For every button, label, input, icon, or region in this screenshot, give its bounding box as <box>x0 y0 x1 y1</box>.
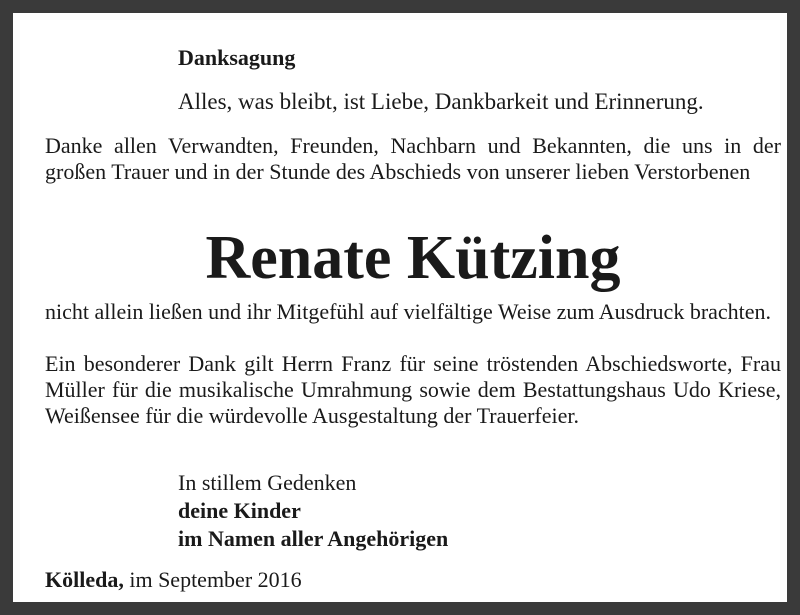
signature-line-3: im Namen aller Angehörigen <box>178 526 449 551</box>
signature-block <box>178 469 448 553</box>
special-thanks-paragraph: Ein besonderer Dank gilt Herrn Franz für seine tröstenden Abschiedsworte, Frau Müller für die musikalische Umrahmung sowie dem Bestattungshaus Udo Kriese, Weißensee für die würdevolle Ausgestaltung der Trauerfeier. <box>45 351 781 428</box>
place-date-line <box>45 567 302 593</box>
announcement-heading: Danksagung <box>178 45 296 70</box>
intro-paragraph: Danke allen Verwandten, Freunden, Nachbarn und Bekannten, die uns in der großen Trauer und in der Stunde des Abschieds von unserer lieben Verstorbenen <box>45 133 781 184</box>
deceased-name: Renate Kützing <box>205 224 621 292</box>
place-name: Kölleda, <box>45 567 124 592</box>
signature-line-2: deine Kinder <box>178 498 301 523</box>
after-name-paragraph: nicht allein ließen und ihr Mitgefühl auf vielfältige Weise zum Ausdruck brachten. <box>45 299 772 324</box>
date-text: im September 2016 <box>129 567 302 592</box>
announcement-motto: Alles, was bleibt, ist Liebe, Dankbarkeit und Erinnerung. <box>178 89 704 114</box>
signature-line-1: In stillem Gedenken <box>178 470 357 495</box>
